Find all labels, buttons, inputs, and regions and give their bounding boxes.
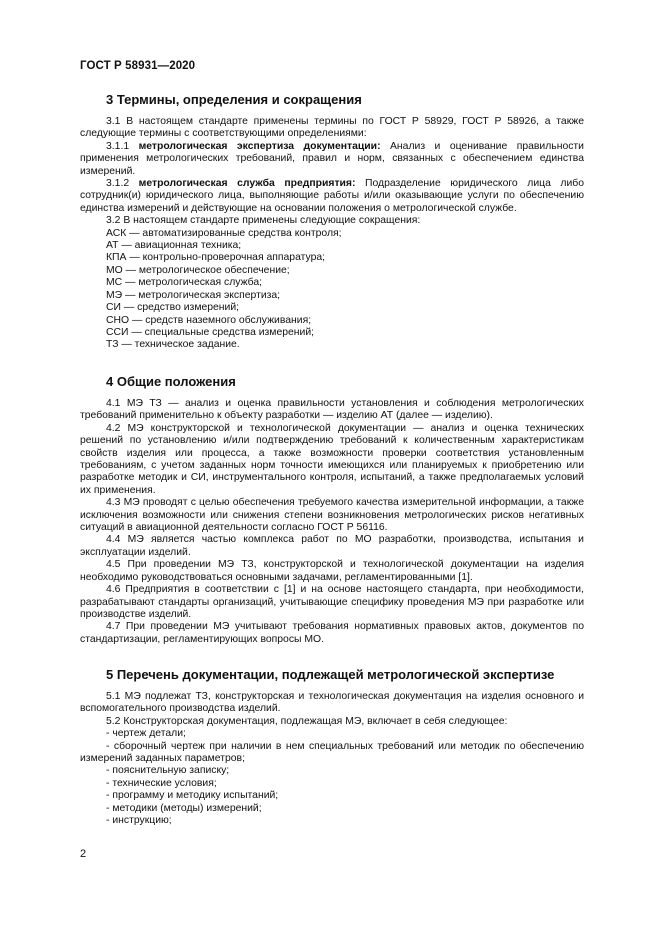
paragraph-4-5: 4.5 При проведении МЭ ТЗ, конструкторской и технологической документации на изделия необходимо руководствоваться основными задачами, регламентированными [1]. <box>80 559 584 583</box>
list-item: - чертеж детали; <box>106 728 186 740</box>
list-item: - технические условия; <box>106 777 217 789</box>
abbrev-item: СИ — средство измерений; <box>106 302 240 314</box>
definition-number: 3.1.2 <box>106 178 139 190</box>
document-id-header: ГОСТ Р 58931—2020 <box>80 60 196 72</box>
definition-3-1-1 <box>80 141 584 178</box>
definition-term: метрологическая экспертиза документации: <box>138 140 381 152</box>
paragraph-5-1: 5.1 МЭ подлежат ТЗ, конструкторская и технологическая документация на изделия основного и вспомогательного производства изделий. <box>80 691 584 715</box>
abbrev-item: АСК — автоматизированные средства контроля; <box>106 227 342 239</box>
page-number: 2 <box>80 848 87 860</box>
paragraph-4-6: 4.6 Предприятия в соответствии с [1] и на основе настоящего стандарта, при необходимости, разрабатывают стандарты организаций, учитывающие специфику проведения МЭ при разработке или производстве изделий. <box>80 584 584 620</box>
paragraph-4-4: 4.4 МЭ является частью комплекса работ по МО разработки, производства, испытания и эксплуатации изделий. <box>80 534 584 558</box>
abbrev-item: ССИ — специальные средства измерений; <box>106 326 315 338</box>
section-5-heading: 5 Перечень документации, подлежащей метрологической экспертизе <box>106 667 555 682</box>
definition-text: Анализ и оценивание правильности применения метрологических требований, правил и норм, связанных с обеспечением единства измерений. <box>80 140 584 177</box>
section-5-body <box>80 691 584 827</box>
section-3-heading: 3 Термины, определения и сокращения <box>106 92 362 107</box>
paragraph-3-2: 3.2 В настоящем стандарте применены следующие сокращения: <box>106 215 421 227</box>
definition-text: Подразделение юридического лица либо сотрудник(и) юридического лица, выполняющие работы и/или оказывающие услуги по обеспечению единства измерений и действующие на основании положения о метрологической службе. <box>80 178 585 214</box>
definition-number: 3.1.1 <box>106 140 139 152</box>
paragraph-4-7: 4.7 При проведении МЭ учитывают требования нормативных правовых актов, документов по стандартизации, регламентирующих вопросы МО. <box>80 621 584 645</box>
section-3-body <box>80 116 584 352</box>
abbrev-item: МЭ — метрологическая экспертиза; <box>106 289 281 301</box>
abbrev-item: КПА — контрольно-проверочная аппаратура; <box>106 252 326 264</box>
section-4-body <box>80 398 584 646</box>
paragraph-4-2: 4.2 МЭ конструкторской и технологической документации — анализ и оценка технических решений по установлению и/или подтверждению требований к количественным характеристикам свойств изделия или процесса, а также возможности проверки соответствия установленным требованиям, с учетом заданных норм точности имеющихся или планируемых к приобретению или разработке методик и СИ, инструментального контроля, испытаний, а также предполагаемых условий их применения. <box>80 422 584 496</box>
abbrev-item: СНО — средств наземного обслуживания; <box>106 314 312 326</box>
abbrev-item: МО — метрологическое обеспечение; <box>106 264 290 276</box>
list-item: - инструкцию; <box>106 815 172 827</box>
abbrev-item: ТЗ — техническое задание. <box>106 339 240 351</box>
list-item: - программу и методику испытаний; <box>106 790 279 802</box>
definition-3-1-2 <box>80 178 584 215</box>
abbrev-item: АТ — авиационная техника; <box>106 240 242 252</box>
section-4-heading: 4 Общие положения <box>106 374 236 389</box>
paragraph-5-2: 5.2 Конструкторская документация, подлежащая МЭ, включает в себя следующее: <box>106 715 508 727</box>
paragraph-3-1: 3.1 В настоящем стандарте применены термины по ГОСТ Р 58929, ГОСТ Р 58926, а также следующие термины с соответствующими определениями: <box>80 116 584 140</box>
paragraph-4-1: 4.1 МЭ ТЗ — анализ и оценка правильности установления и соблюдения метрологических требований применительно к объекту разработки — изделию АТ (далее — изделию). <box>80 398 584 422</box>
list-item: - пояснительную записку; <box>106 765 230 777</box>
list-item: - методики (методы) измерений; <box>106 802 262 814</box>
definition-term: метрологическая служба предприятия: <box>138 178 356 190</box>
paragraph-4-3: 4.3 МЭ проводят с целью обеспечения требуемого качества измерительной информации, а также исключения возможности или снижения степени возникновения метрологических рисков негативных ситуаций в авиационной деятельности согласно ГОСТ Р 56116. <box>80 497 584 534</box>
abbrev-item: МС — метрологическая служба; <box>106 277 263 289</box>
list-item: - сборочный чертеж при наличии в нем специальных требований или методик по обеспечению измерений заданных параметров; <box>80 740 584 765</box>
